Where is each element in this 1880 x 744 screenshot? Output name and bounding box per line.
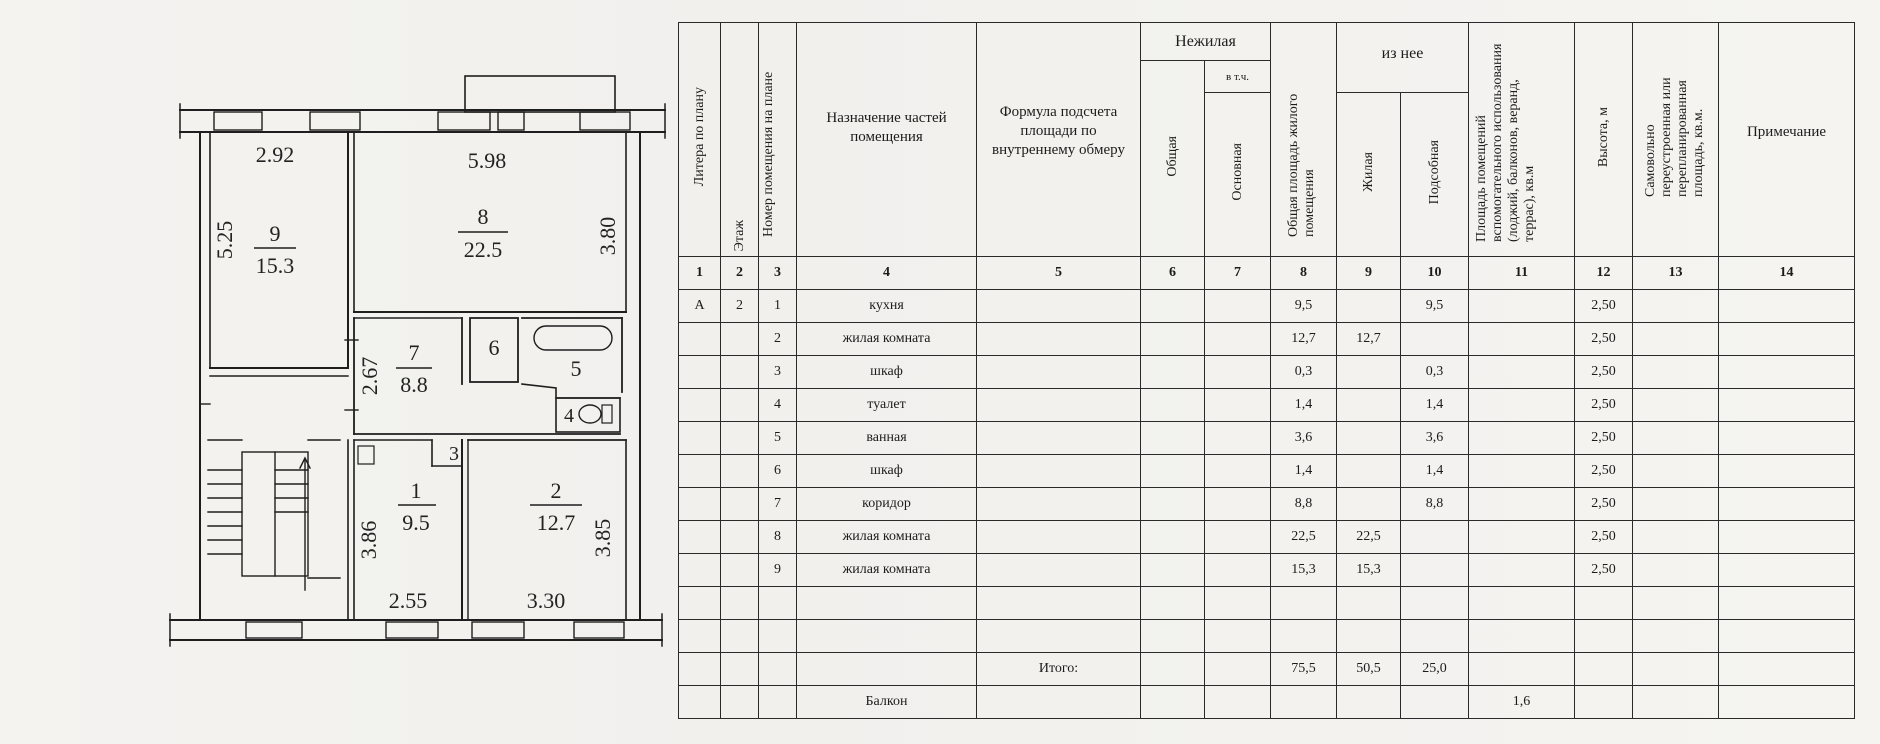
col-number: 7	[1205, 257, 1271, 290]
header-col-9-label: Жилая	[1360, 152, 1376, 192]
table-row	[679, 290, 1855, 323]
row-height: 2,50	[1575, 290, 1633, 323]
row-room-number: 4	[759, 389, 797, 422]
balcony-outline	[465, 76, 615, 112]
bottom-windows	[246, 622, 624, 638]
row-note	[1719, 356, 1855, 389]
row-note	[1719, 290, 1855, 323]
row-unauthorized	[1633, 521, 1719, 554]
row-nonres-total	[1141, 488, 1205, 521]
row-living-area	[1337, 488, 1401, 521]
room-2-area: 12.7	[536, 510, 576, 535]
header-col-13	[1633, 23, 1719, 257]
header-col-14	[1719, 23, 1855, 257]
row-total-area: 1,4	[1271, 389, 1337, 422]
header-col-14-label: Примечание	[1746, 124, 1827, 140]
row-floor	[721, 554, 759, 587]
row-auxiliary-space	[1469, 554, 1575, 587]
col-number: 13	[1633, 257, 1719, 290]
row-formula	[977, 290, 1141, 323]
row-living-area	[1337, 455, 1401, 488]
header-col-7-label: Основная	[1229, 143, 1245, 201]
row-floor	[721, 422, 759, 455]
row-living-area	[1337, 389, 1401, 422]
col-number: 9	[1337, 257, 1401, 290]
row-total-area: 15,3	[1271, 554, 1337, 587]
row-height: 2,50	[1575, 455, 1633, 488]
row-floor	[721, 488, 759, 521]
header-vtch-label: в т.ч.	[1226, 70, 1249, 83]
empty-row	[679, 587, 1855, 620]
row-height: 2,50	[1575, 488, 1633, 521]
total-label: Итого:	[977, 653, 1141, 686]
col-number: 6	[1141, 257, 1205, 290]
row-living-area	[1337, 290, 1401, 323]
row-unauthorized	[1633, 356, 1719, 389]
col-number: 5	[977, 257, 1141, 290]
header-vtch	[1205, 61, 1271, 93]
row-unauthorized	[1633, 290, 1719, 323]
row-nonres-total	[1141, 356, 1205, 389]
header-col-3	[759, 23, 797, 257]
room-5-number: 5	[570, 356, 582, 381]
row-note	[1719, 389, 1855, 422]
total-area: 75,5	[1271, 653, 1337, 686]
room-9-dim-width: 2.92	[255, 142, 295, 167]
row-nonres-main	[1205, 488, 1271, 521]
row-room-number: 2	[759, 323, 797, 356]
row-auxiliary-space	[1469, 521, 1575, 554]
header-col-2	[721, 23, 759, 257]
table-row	[679, 554, 1855, 587]
inventory-table-wrapper	[678, 22, 1855, 719]
header-col-6-label: Общая	[1164, 135, 1180, 177]
row-litera	[679, 554, 721, 587]
room-1-number: 1	[410, 478, 422, 503]
row-total-area: 22,5	[1271, 521, 1337, 554]
floor-plan	[0, 0, 670, 744]
row-living-area: 15,3	[1337, 554, 1401, 587]
row-unauthorized	[1633, 554, 1719, 587]
row-nonres-total	[1141, 554, 1205, 587]
row-aux-area: 8,8	[1401, 488, 1469, 521]
row-total-area: 12,7	[1271, 323, 1337, 356]
row-unauthorized	[1633, 455, 1719, 488]
row-litera	[679, 422, 721, 455]
balcony-row	[679, 686, 1855, 719]
header-col-11-label: Площадь помещений вспомогательного использования (лоджий, балконов, веранд, террас), кв.м	[1473, 43, 1537, 242]
column-numbers-row	[679, 257, 1855, 290]
top-windows	[214, 112, 630, 130]
row-unauthorized	[1633, 422, 1719, 455]
row-room-number: 9	[759, 554, 797, 587]
row-auxiliary-space	[1469, 290, 1575, 323]
row-living-area: 12,7	[1337, 323, 1401, 356]
row-nonres-total	[1141, 521, 1205, 554]
row-room-name: кухня	[797, 290, 977, 323]
header-col-12	[1575, 23, 1633, 257]
row-unauthorized	[1633, 323, 1719, 356]
row-aux-area	[1401, 554, 1469, 587]
empty-row	[679, 620, 1855, 653]
row-formula	[977, 356, 1141, 389]
header-iz-nee	[1337, 23, 1469, 93]
balcony-name: Балкон	[797, 686, 977, 719]
header-col-8-label: Общая площадь жилого помещения	[1285, 93, 1317, 237]
row-height: 2,50	[1575, 521, 1633, 554]
room-2-dim-height: 3.85	[590, 518, 615, 558]
room-2-number: 2	[550, 478, 562, 503]
row-formula	[977, 455, 1141, 488]
room-6-number: 6	[488, 335, 500, 360]
header-col-4-label: Назначение частей помещения	[826, 110, 947, 145]
row-floor	[721, 521, 759, 554]
header-col-5-label: Формула подсчета площади по внутреннему обмеру	[992, 104, 1125, 158]
row-room-name: шкаф	[797, 455, 977, 488]
row-litera	[679, 488, 721, 521]
row-formula	[977, 521, 1141, 554]
row-litera: А	[679, 290, 721, 323]
row-room-number: 5	[759, 422, 797, 455]
room-1-dim-width: 2.55	[388, 588, 428, 613]
header-col-1	[679, 23, 721, 257]
table-row	[679, 389, 1855, 422]
row-nonres-main	[1205, 356, 1271, 389]
header-col-9	[1337, 93, 1401, 257]
row-note	[1719, 455, 1855, 488]
row-height: 2,50	[1575, 422, 1633, 455]
row-note	[1719, 323, 1855, 356]
row-nonres-main	[1205, 455, 1271, 488]
row-room-number: 1	[759, 290, 797, 323]
header-col-7	[1205, 93, 1271, 257]
header-col-3-label: Номер помещения на плане	[760, 71, 776, 237]
row-nonres-main	[1205, 521, 1271, 554]
row-total-area: 9,5	[1271, 290, 1337, 323]
header-col-5	[977, 23, 1141, 257]
col-number: 2	[721, 257, 759, 290]
room-8-number: 8	[477, 204, 489, 229]
row-nonres-main	[1205, 323, 1271, 356]
row-auxiliary-space	[1469, 488, 1575, 521]
room-9-number: 9	[269, 221, 281, 246]
header-col-2-label: Этаж	[731, 219, 747, 251]
room-7-area: 8.8	[400, 372, 428, 397]
room-8-dim-height: 3.80	[595, 216, 620, 256]
room-9-dim-height: 5.25	[212, 220, 237, 260]
total-aux: 25,0	[1401, 653, 1469, 686]
col-number: 12	[1575, 257, 1633, 290]
header-col-1-label: Литера по плану	[691, 87, 707, 187]
row-formula	[977, 389, 1141, 422]
table-row	[679, 488, 1855, 521]
row-note	[1719, 488, 1855, 521]
row-litera	[679, 455, 721, 488]
row-total-area: 0,3	[1271, 356, 1337, 389]
col-number: 10	[1401, 257, 1469, 290]
room-2-dim-width: 3.30	[526, 588, 566, 613]
table-row	[679, 356, 1855, 389]
room-1-dim-height: 3.86	[356, 520, 381, 560]
room-8-dim-width: 5.98	[467, 148, 507, 173]
row-aux-area: 1,4	[1401, 455, 1469, 488]
row-nonres-main	[1205, 422, 1271, 455]
toilet-icon	[579, 405, 601, 423]
table-row	[679, 323, 1855, 356]
row-room-name: жилая комната	[797, 554, 977, 587]
row-nonres-total	[1141, 422, 1205, 455]
room-7-dim: 2.67	[357, 356, 382, 396]
header-col-10-label: Подсобная	[1426, 139, 1442, 205]
row-room-name: жилая комната	[797, 323, 977, 356]
col-number: 11	[1469, 257, 1575, 290]
row-formula	[977, 488, 1141, 521]
row-aux-area	[1401, 323, 1469, 356]
room-8-area: 22.5	[463, 237, 503, 262]
row-aux-area: 0,3	[1401, 356, 1469, 389]
room-7-number: 7	[408, 340, 420, 365]
header-col-4	[797, 23, 977, 257]
row-total-area: 1,4	[1271, 455, 1337, 488]
header-col-13-label: Самовольно переустроенная или перепланированная площадь, кв.м.	[1642, 77, 1706, 197]
row-nonres-main	[1205, 554, 1271, 587]
total-row	[679, 653, 1855, 686]
row-room-number: 7	[759, 488, 797, 521]
row-litera	[679, 356, 721, 389]
row-formula	[977, 422, 1141, 455]
row-nonres-total	[1141, 323, 1205, 356]
row-formula	[977, 554, 1141, 587]
row-note	[1719, 521, 1855, 554]
row-living-area	[1337, 422, 1401, 455]
row-height: 2,50	[1575, 389, 1633, 422]
row-unauthorized	[1633, 488, 1719, 521]
header-nonresidential-label: Нежилая	[1175, 32, 1236, 50]
row-aux-area: 1,4	[1401, 389, 1469, 422]
table-row	[679, 422, 1855, 455]
table-row	[679, 455, 1855, 488]
row-note	[1719, 422, 1855, 455]
inventory-table	[678, 22, 1855, 719]
row-room-number: 8	[759, 521, 797, 554]
balcony-area: 1,6	[1469, 686, 1575, 719]
row-height: 2,50	[1575, 323, 1633, 356]
row-litera	[679, 521, 721, 554]
bathtub-icon	[534, 326, 612, 350]
row-note	[1719, 554, 1855, 587]
row-floor	[721, 455, 759, 488]
row-auxiliary-space	[1469, 323, 1575, 356]
row-nonres-total	[1141, 290, 1205, 323]
room-9-area: 15.3	[255, 253, 295, 278]
total-living: 50,5	[1337, 653, 1401, 686]
col-number: 8	[1271, 257, 1337, 290]
row-unauthorized	[1633, 389, 1719, 422]
row-room-number: 6	[759, 455, 797, 488]
row-room-name: жилая комната	[797, 521, 977, 554]
header-col-10	[1401, 93, 1469, 257]
stairs-icon	[208, 440, 340, 590]
row-auxiliary-space	[1469, 455, 1575, 488]
row-aux-area: 3,6	[1401, 422, 1469, 455]
header-col-12-label: Высота, м	[1595, 106, 1611, 168]
row-total-area: 8,8	[1271, 488, 1337, 521]
row-nonres-total	[1141, 455, 1205, 488]
row-living-area	[1337, 356, 1401, 389]
row-floor	[721, 389, 759, 422]
header-col-8	[1271, 23, 1337, 257]
row-room-name: туалет	[797, 389, 977, 422]
row-room-name: шкаф	[797, 356, 977, 389]
row-total-area: 3,6	[1271, 422, 1337, 455]
col-number: 1	[679, 257, 721, 290]
col-number: 4	[797, 257, 977, 290]
row-nonres-total	[1141, 389, 1205, 422]
row-aux-area	[1401, 521, 1469, 554]
row-aux-area: 9,5	[1401, 290, 1469, 323]
row-height: 2,50	[1575, 356, 1633, 389]
row-nonres-main	[1205, 389, 1271, 422]
header-col-6	[1141, 61, 1205, 257]
room-rows	[679, 290, 1855, 587]
row-auxiliary-space	[1469, 356, 1575, 389]
row-auxiliary-space	[1469, 422, 1575, 455]
row-auxiliary-space	[1469, 389, 1575, 422]
row-litera	[679, 389, 721, 422]
row-formula	[977, 323, 1141, 356]
row-room-name: ванная	[797, 422, 977, 455]
header-col-11	[1469, 23, 1575, 257]
col-number: 14	[1719, 257, 1855, 290]
row-room-name: коридор	[797, 488, 977, 521]
header-iz-nee-label: из нее	[1381, 45, 1424, 62]
row-nonres-main	[1205, 290, 1271, 323]
room-1-area: 9.5	[402, 510, 430, 535]
header-nonresidential	[1141, 23, 1271, 61]
room-4-number: 4	[564, 405, 574, 427]
row-floor	[721, 323, 759, 356]
row-height: 2,50	[1575, 554, 1633, 587]
col-number: 3	[759, 257, 797, 290]
row-litera	[679, 323, 721, 356]
row-floor: 2	[721, 290, 759, 323]
room-3-number: 3	[449, 443, 459, 465]
row-living-area: 22,5	[1337, 521, 1401, 554]
row-room-number: 3	[759, 356, 797, 389]
table-row	[679, 521, 1855, 554]
row-floor	[721, 356, 759, 389]
